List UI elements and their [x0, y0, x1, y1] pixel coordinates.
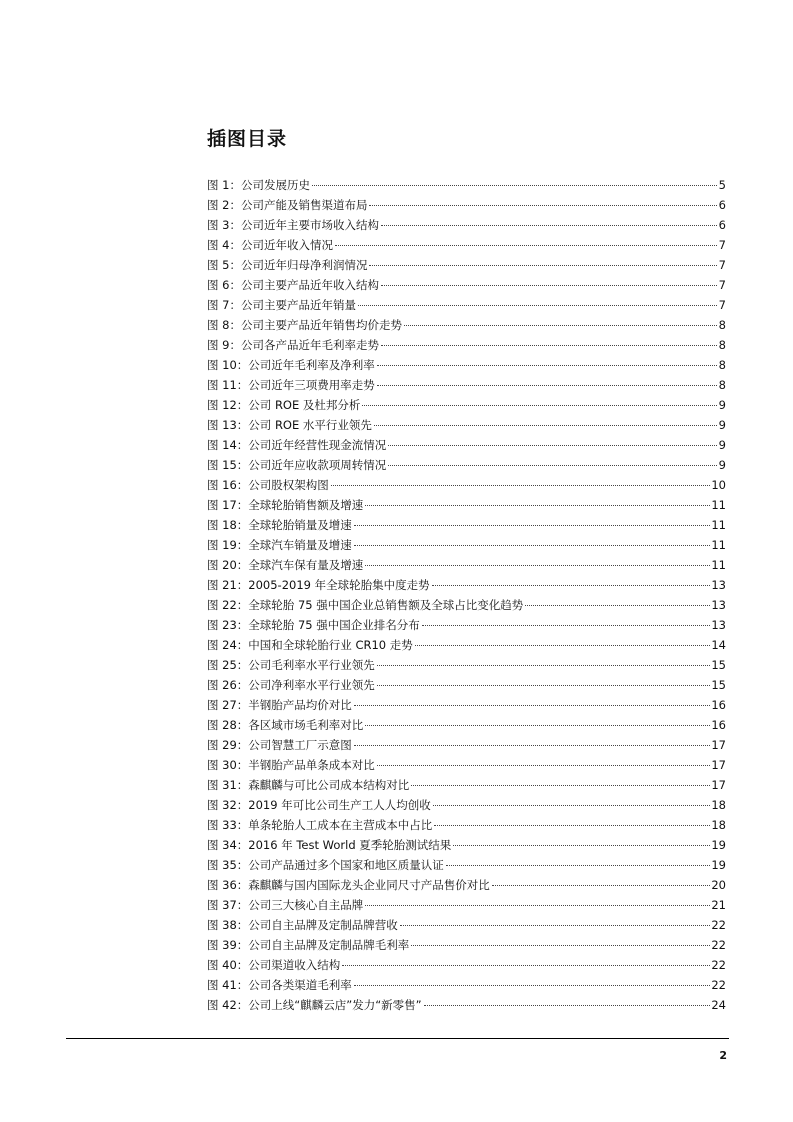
toc-entry-label: 图 26：公司净利率水平行业领先 — [207, 678, 375, 692]
toc-entry[interactable] — [207, 355, 726, 375]
toc-entry[interactable] — [207, 955, 726, 975]
toc-entry-label: 图 19：全球汽车销量及增速 — [207, 538, 352, 552]
toc-dot-leader — [381, 225, 717, 226]
toc-dot-leader — [377, 685, 711, 686]
toc-dot-leader — [365, 905, 710, 906]
toc-entry[interactable] — [207, 315, 726, 335]
toc-entry-label: 图 10：公司近年毛利率及净利率 — [207, 358, 375, 372]
toc-entry-page: 6 — [718, 218, 726, 232]
toc-dot-leader — [415, 645, 711, 646]
toc-entry-label: 图 20：全球汽车保有量及增速 — [207, 558, 364, 572]
toc-entry-page: 11 — [711, 518, 726, 532]
toc-entry-label: 图 37：公司三大核心自主品牌 — [207, 898, 364, 912]
toc-dot-leader — [381, 345, 717, 346]
toc-entry-page: 19 — [711, 838, 726, 852]
toc-entry-page: 10 — [711, 478, 726, 492]
toc-entry[interactable] — [207, 175, 726, 195]
toc-dot-leader — [411, 785, 710, 786]
toc-dot-leader — [342, 965, 710, 966]
toc-entry[interactable] — [207, 555, 726, 575]
toc-entry[interactable] — [207, 755, 726, 775]
toc-entry-page: 13 — [711, 618, 726, 632]
toc-dot-leader — [365, 725, 710, 726]
toc-entry-label: 图 9：公司各产品近年毛利率走势 — [207, 338, 379, 352]
toc-entry[interactable] — [207, 895, 726, 915]
toc-entry-page: 24 — [711, 998, 726, 1012]
toc-entry[interactable] — [207, 415, 726, 435]
toc-entry-label: 图 21：2005-2019 年全球轮胎集中度走势 — [207, 578, 430, 592]
toc-dot-leader — [432, 585, 711, 586]
toc-entry-label: 图 36：森麒麟与国内国际龙头企业同尺寸产品售价对比 — [207, 878, 490, 892]
toc-entry-page: 9 — [718, 418, 726, 432]
toc-entry[interactable] — [207, 295, 726, 315]
toc-entry[interactable] — [207, 875, 726, 895]
toc-dot-leader — [424, 1005, 711, 1006]
toc-entry[interactable] — [207, 835, 726, 855]
toc-entry-page: 11 — [711, 498, 726, 512]
toc-entry[interactable] — [207, 815, 726, 835]
toc-dot-leader — [388, 465, 717, 466]
toc-dot-leader — [453, 845, 710, 846]
toc-dot-leader — [377, 765, 711, 766]
toc-entry-page: 7 — [718, 238, 726, 252]
toc-dot-leader — [400, 925, 711, 926]
toc-entry-page: 8 — [718, 378, 726, 392]
toc-dot-leader — [354, 985, 711, 986]
toc-entry-label: 图 31：森麒麟与可比公司成本结构对比 — [207, 778, 410, 792]
toc-dot-leader — [411, 945, 710, 946]
toc-entry-label: 图 7：公司主要产品近年销量 — [207, 298, 356, 312]
toc-dot-leader — [381, 285, 717, 286]
toc-entry[interactable] — [207, 795, 726, 815]
toc-entry-page: 21 — [711, 898, 726, 912]
toc-entry[interactable] — [207, 655, 726, 675]
toc-entry-page: 13 — [711, 578, 726, 592]
toc-entry-label: 图 18：全球轮胎销量及增速 — [207, 518, 352, 532]
toc-dot-leader — [492, 885, 711, 886]
toc-entry[interactable] — [207, 515, 726, 535]
toc-entry-page: 15 — [711, 658, 726, 672]
toc-entry-page: 22 — [711, 978, 726, 992]
toc-entry[interactable] — [207, 735, 726, 755]
toc-dot-leader — [365, 505, 710, 506]
toc-entry-label: 图 24：中国和全球轮胎行业 CR10 走势 — [207, 638, 413, 652]
toc-dot-leader — [312, 185, 717, 186]
toc-entry[interactable] — [207, 575, 726, 595]
toc-entry[interactable] — [207, 495, 726, 515]
toc-entry[interactable] — [207, 995, 726, 1015]
toc-entry-label: 图 34：2016 年 Test World 夏季轮胎测试结果 — [207, 838, 452, 852]
toc-dot-leader — [354, 745, 711, 746]
toc-entry-page: 22 — [711, 938, 726, 952]
toc-entry-page: 18 — [711, 798, 726, 812]
toc-dot-leader — [433, 805, 711, 806]
toc-entry-label: 图 14：公司近年经营性现金流情况 — [207, 438, 387, 452]
toc-entry-page: 22 — [711, 958, 726, 972]
toc-entry-label: 图 2：公司产能及销售渠道布局 — [207, 198, 368, 212]
toc-entry[interactable] — [207, 335, 726, 355]
toc-entry-page: 5 — [718, 178, 726, 192]
toc-entry-page: 8 — [718, 318, 726, 332]
toc-dot-leader — [354, 545, 711, 546]
toc-entry-label: 图 22：全球轮胎 75 强中国企业总销售额及全球占比变化趋势 — [207, 598, 524, 612]
toc-entry[interactable] — [207, 775, 726, 795]
toc-entry-label: 图 32：2019 年可比公司生产工人人均创收 — [207, 798, 431, 812]
toc-entry-page: 16 — [711, 718, 726, 732]
toc-entry[interactable] — [207, 535, 726, 555]
toc-dot-leader — [377, 385, 717, 386]
toc-entry[interactable] — [207, 375, 726, 395]
toc-entry-label: 图 11：公司近年三项费用率走势 — [207, 378, 375, 392]
toc-dot-leader — [377, 665, 711, 666]
toc-entry[interactable] — [207, 195, 726, 215]
toc-entry[interactable] — [207, 215, 726, 235]
toc-entry-page: 16 — [711, 698, 726, 712]
toc-entry-page: 9 — [718, 438, 726, 452]
toc-entry[interactable] — [207, 975, 726, 995]
toc-entry-label: 图 29：公司智慧工厂示意图 — [207, 738, 352, 752]
toc-dot-leader — [369, 205, 717, 206]
toc-entry[interactable] — [207, 695, 726, 715]
toc-entry-label: 图 13：公司 ROE 水平行业领先 — [207, 418, 372, 432]
toc-entry[interactable] — [207, 395, 726, 415]
toc-entry-page: 15 — [711, 678, 726, 692]
toc-entry-label: 图 16：公司股权架构图 — [207, 478, 329, 492]
toc-dot-leader — [434, 825, 710, 826]
toc-entry-label: 图 5：公司近年归母净利润情况 — [207, 258, 368, 272]
toc-entry-page: 7 — [718, 258, 726, 272]
toc-entry-page: 9 — [718, 458, 726, 472]
toc-entry[interactable] — [207, 615, 726, 635]
toc-entry-label: 图 30：半钢胎产品单条成本对比 — [207, 758, 375, 772]
page-number: 2 — [719, 1049, 727, 1062]
toc-entry-page: 19 — [711, 858, 726, 872]
toc-entry[interactable] — [207, 595, 726, 615]
toc-entry-label: 图 40：公司渠道收入结构 — [207, 958, 341, 972]
toc-dot-leader — [354, 705, 711, 706]
toc-entry-page: 9 — [718, 398, 726, 412]
toc-dot-leader — [365, 565, 710, 566]
toc-entry-label: 图 28：各区域市场毛利率对比 — [207, 718, 364, 732]
toc-entry-page: 17 — [711, 758, 726, 772]
toc-entry[interactable] — [207, 455, 726, 475]
toc-entry-label: 图 25：公司毛利率水平行业领先 — [207, 658, 375, 672]
toc-entry-label: 图 35：公司产品通过多个国家和地区质量认证 — [207, 858, 444, 872]
toc-entry[interactable] — [207, 235, 726, 255]
toc-dot-leader — [335, 245, 717, 246]
toc-entry[interactable] — [207, 915, 726, 935]
toc-entry-label: 图 17：全球轮胎销售额及增速 — [207, 498, 364, 512]
toc-entry[interactable] — [207, 255, 726, 275]
toc-entry[interactable] — [207, 475, 726, 495]
toc-entry-page: 13 — [711, 598, 726, 612]
toc-entry-page: 20 — [711, 878, 726, 892]
toc-dot-leader — [388, 445, 717, 446]
figure-index-list — [207, 175, 726, 1015]
toc-entry-page: 14 — [711, 638, 726, 652]
toc-dot-leader — [377, 365, 717, 366]
toc-dot-leader — [362, 405, 717, 406]
toc-entry-label: 图 41：公司各类渠道毛利率 — [207, 978, 352, 992]
toc-entry-label: 图 27：半钢胎产品均价对比 — [207, 698, 352, 712]
toc-entry-page: 18 — [711, 818, 726, 832]
toc-dot-leader — [422, 625, 711, 626]
toc-entry-label: 图 38：公司自主品牌及定制品牌营收 — [207, 918, 398, 932]
toc-dot-leader — [404, 325, 717, 326]
toc-entry-page: 17 — [711, 738, 726, 752]
toc-entry[interactable] — [207, 435, 726, 455]
toc-entry-page: 7 — [718, 278, 726, 292]
toc-dot-leader — [374, 425, 717, 426]
toc-entry-label: 图 23：全球轮胎 75 强中国企业排名分布 — [207, 618, 420, 632]
page-title: 插图目录 — [207, 128, 288, 150]
toc-entry-label: 图 12：公司 ROE 及杜邦分析 — [207, 398, 361, 412]
toc-entry-page: 8 — [718, 338, 726, 352]
toc-entry-page: 17 — [711, 778, 726, 792]
toc-entry[interactable] — [207, 935, 726, 955]
toc-entry-label: 图 33：单条轮胎人工成本在主营成本中占比 — [207, 818, 433, 832]
toc-entry[interactable] — [207, 275, 726, 295]
toc-dot-leader — [446, 865, 711, 866]
toc-entry-page: 8 — [718, 358, 726, 372]
toc-entry-page: 7 — [718, 298, 726, 312]
toc-entry-label: 图 15：公司近年应收款项周转情况 — [207, 458, 387, 472]
toc-entry-page: 22 — [711, 918, 726, 932]
toc-entry[interactable] — [207, 715, 726, 735]
toc-dot-leader — [354, 525, 711, 526]
toc-entry[interactable] — [207, 675, 726, 695]
toc-entry-label: 图 1：公司发展历史 — [207, 178, 310, 192]
toc-entry-label: 图 8：公司主要产品近年销售均价走势 — [207, 318, 402, 332]
toc-entry[interactable] — [207, 635, 726, 655]
toc-entry-label: 图 42：公司上线“麒麟云店”发力“新零售” — [207, 998, 422, 1012]
toc-dot-leader — [331, 485, 711, 486]
toc-entry[interactable] — [207, 855, 726, 875]
toc-entry-page: 11 — [711, 538, 726, 552]
toc-entry-label: 图 3：公司近年主要市场收入结构 — [207, 218, 379, 232]
toc-entry-label: 图 6：公司主要产品近年收入结构 — [207, 278, 379, 292]
toc-dot-leader — [369, 265, 717, 266]
toc-dot-leader — [525, 605, 710, 606]
toc-entry-page: 6 — [718, 198, 726, 212]
toc-entry-label: 图 39：公司自主品牌及定制品牌毛利率 — [207, 938, 410, 952]
toc-dot-leader — [358, 305, 717, 306]
toc-entry-label: 图 4：公司近年收入情况 — [207, 238, 333, 252]
toc-entry-page: 11 — [711, 558, 726, 572]
footer-divider — [66, 1038, 729, 1039]
